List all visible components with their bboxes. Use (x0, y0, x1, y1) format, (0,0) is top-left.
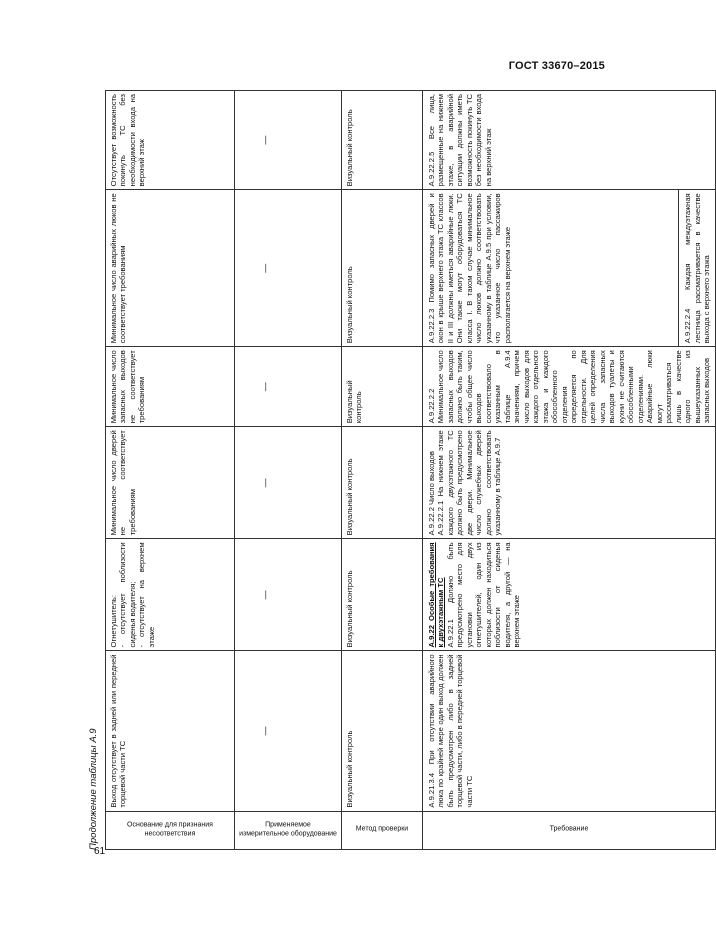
basis-text: Выход отсутствует в задней или передней торцевой части ТС (109, 654, 128, 808)
basis-text: Минимальное число дверей не соответствует требованиям (109, 430, 137, 536)
requirement-text: А.9.22.2.3 Помимо запасных дверей и окон в крыше верхнего этажа ТС классов II и III должны иметься аварийные люки. Они также могут оборудоваться ТС класса I. В таком случае минимальное число люков должно соответствовать указанному в таблице А.9.5 при условии, что указанное число пассажиров располагается на верхнем этаже (427, 193, 512, 344)
header-equipment (235, 811, 342, 849)
equipment-dash: — (260, 726, 270, 736)
header-text: измерительное оборудование (239, 830, 337, 838)
basis-text: - отсутствует на верхнем этаже (137, 542, 156, 648)
requirement-text: А.9.22.2.2 Минимальное число запасных выходов должно быть таким, чтобы общее число выходов соответствовало указанным в таблице А.9.4 значениям, причем число выходов для каждого отдельного этажа и каждого обособленного отделения определяется по отдельности. Для целей определения числа запасных выходов туалеты и кухни не считаются обособленными отделениями. Аварийные люки могут рассматриваться лишь в качестве одного из вышеуказанных запасных выходов (427, 350, 712, 424)
equipment-dash: — (260, 590, 270, 600)
cell-equipment-4 (235, 347, 342, 427)
requirement-text: А.9.22.2.4 Каждая междуэтажная лестница рассматривается в качестве выхода с верхнего этажа (683, 193, 712, 344)
cell-equipment-6 (235, 91, 342, 190)
table-field-row-requirement (423, 91, 716, 850)
header-method (342, 811, 423, 849)
requirement-text: А.9.22.2 Число выходов (427, 451, 436, 536)
table-field-row-equipment (235, 91, 342, 850)
cell-basis-1 (106, 651, 235, 811)
requirement-text: А.9.21.3.4 При отсутствии аварийного люка по крайней мере один выход должен быть предусмотрен либо в задней торцевой части, либо в передней торцевой части ТС (427, 654, 474, 808)
requirement-text: А.9.22.2.5 Все лица, размещенные на нижнем этаже, в аварийной ситуации должны иметь возможность покинуть ТС без необходимости входа на верхний этаж (427, 94, 493, 187)
basis-text: Минимальное число аварийных люков не соответствует требованиям (109, 193, 128, 344)
equipment-dash: — (260, 135, 270, 145)
cell-basis-2 (106, 539, 235, 651)
basis-text: Огнетушитель: (109, 595, 118, 648)
header-text: Метод проверки (355, 825, 409, 833)
requirement-heading: А.9.22 Особые требования к двухэтажным ТС (427, 542, 446, 648)
requirement-text: А.9.22.2.1 На нижнем этаже каждого двухэтажного ТС должно быть предусмотрено две двери. Минимальное число служебных дверей должно соответствовать указанному в таблице А.9.7 (436, 430, 503, 536)
method-text: Визуальный контроль (345, 109, 354, 187)
cell-method-5 (342, 190, 423, 347)
header-text: Основание для признания несоответствия (127, 821, 213, 838)
cell-equipment-2 (235, 539, 342, 651)
method-text: Визуальный контроль (345, 380, 364, 424)
basis-text: - отсутствует поблизости сиденья водителя; (118, 542, 137, 648)
cell-equipment-1 (235, 651, 342, 811)
cell-method-1 (342, 651, 423, 811)
requirements-table (105, 90, 716, 850)
method-text: Визуальный контроль (345, 458, 354, 536)
header-text: Требование (549, 825, 589, 833)
cell-method-2 (342, 539, 423, 651)
cell-basis-3 (106, 427, 235, 539)
cell-basis-5 (106, 190, 235, 347)
cell-equipment-5 (235, 190, 342, 347)
cell-requirement-4 (423, 347, 716, 427)
requirement-text: А.9.22.1 Должно быть предусмотрено место для установки двух огнетушителей, один из которых должен находиться поблизости от сиденья водителя, а другой — на верхнем этаже (445, 542, 522, 648)
rotated-page-content (88, 90, 712, 850)
header-basis (106, 811, 235, 849)
equipment-dash: — (260, 263, 270, 273)
cell-method-3 (342, 427, 423, 539)
cell-requirement-6 (423, 91, 716, 190)
page-number: 61 (94, 846, 106, 857)
basis-text: Отсутствует возможность покинуть ТС без необходимости входа на верхний этаж (109, 94, 147, 187)
header-text: Применяемое (265, 821, 311, 829)
method-text: Визуальный контроль (345, 730, 354, 808)
cell-requirement-2 (423, 539, 716, 651)
cell-basis-4 (106, 347, 235, 427)
cell-basis-6 (106, 91, 235, 190)
basis-text: Минимальное число запасных выходов не соответствует требованиям (109, 350, 147, 424)
method-text: Визуальный контроль (345, 266, 354, 344)
cell-equipment-3 (235, 427, 342, 539)
cell-requirement-3 (423, 427, 716, 539)
cell-method-6 (342, 91, 423, 190)
cell-requirement-1 (423, 651, 716, 811)
table-field-row-basis (106, 91, 235, 850)
equipment-dash: — (260, 478, 270, 488)
header-requirement (423, 811, 716, 849)
document-code: ГОСТ 33670–2015 (508, 60, 605, 72)
equipment-dash: — (260, 382, 270, 392)
table-field-row-method (342, 91, 423, 850)
cell-requirement-5 (423, 190, 716, 347)
method-text: Визуальный контроль (345, 570, 354, 648)
cell-method-4 (342, 347, 423, 427)
table-continuation-title: Продолжение таблицы А.9 (88, 728, 99, 850)
